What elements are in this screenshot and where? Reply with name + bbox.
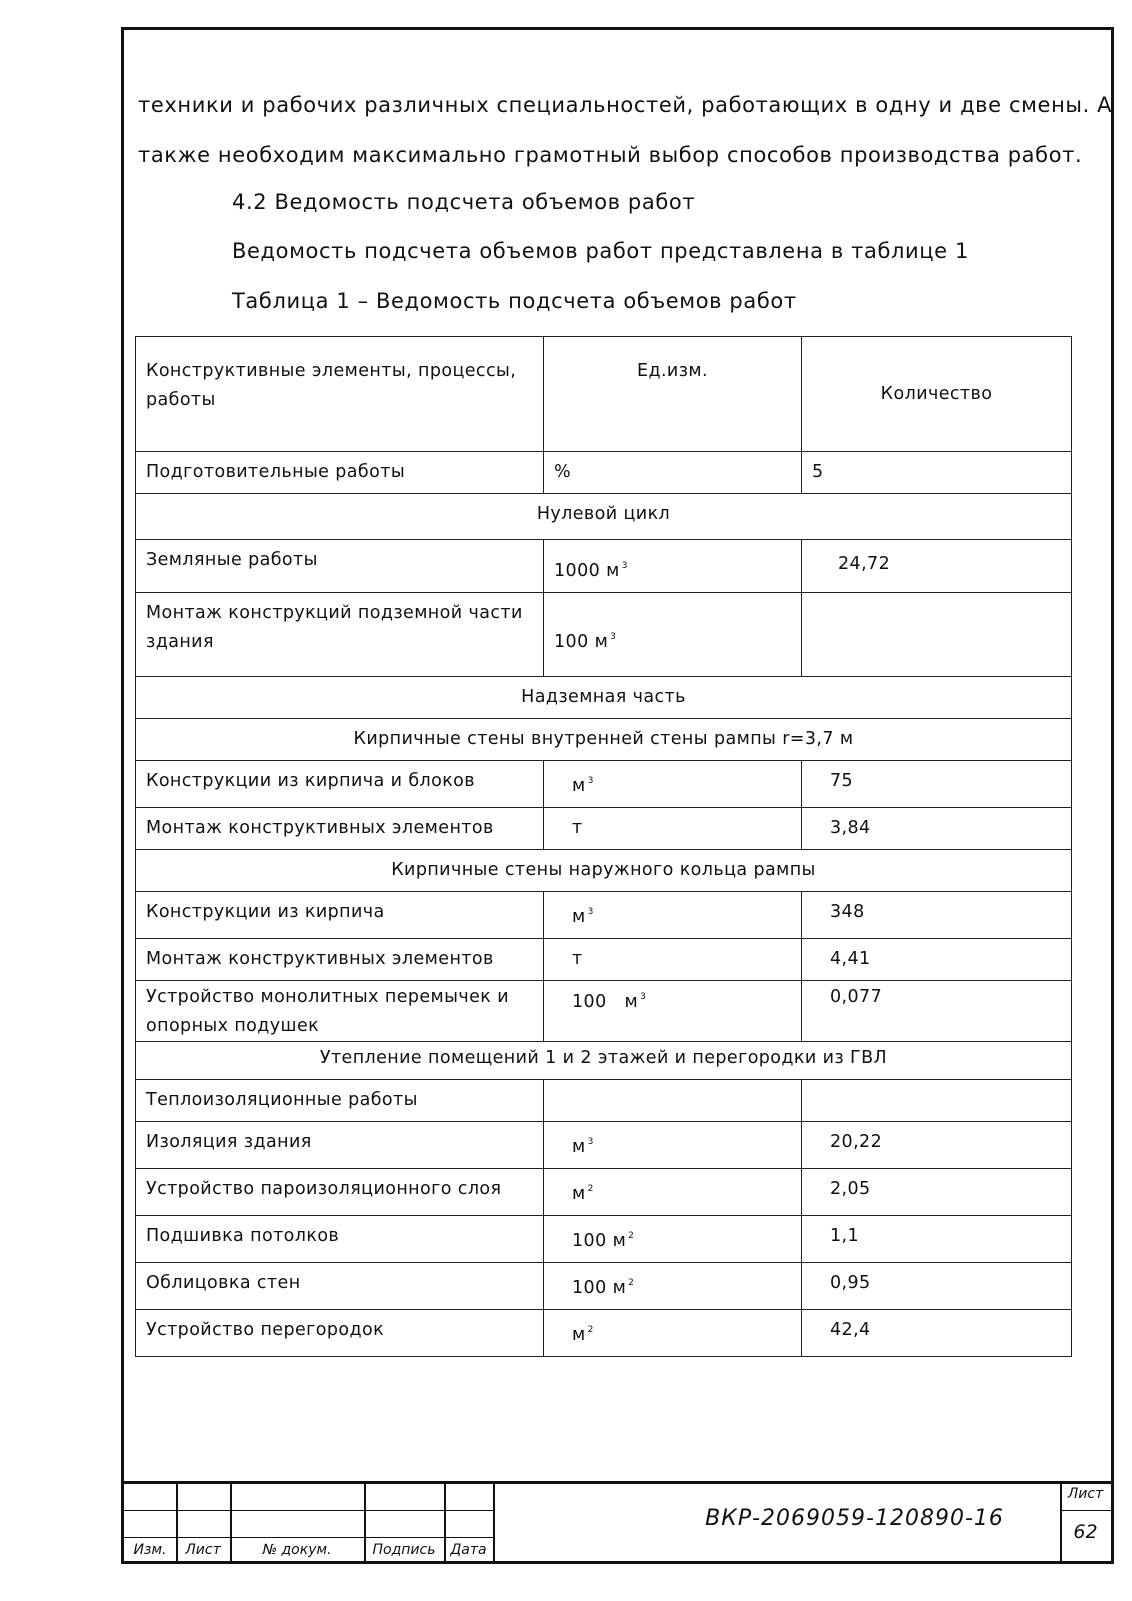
section-title: Кирпичные стены наружного кольца рампы (136, 850, 1072, 892)
section-title: Надземная часть (136, 677, 1072, 719)
cell-qty (802, 1080, 1072, 1122)
cell-unit: 100 м $^2$ (544, 1216, 802, 1263)
cell-unit: м $^3$ (544, 892, 802, 939)
table-row (136, 540, 1072, 593)
cell-name: Конструкции из кирпича (136, 892, 544, 939)
table-section-row (136, 719, 1072, 761)
stamp-row-line (1060, 1510, 1111, 1511)
cell-qty: 3,84 (802, 808, 1072, 850)
cell-name: Облицовка стен (136, 1263, 544, 1310)
table-row (136, 1122, 1072, 1169)
cell-unit: 100 м $^3$ (544, 593, 802, 677)
table-row (136, 892, 1072, 939)
cell-name: Подшивка потолков (136, 1216, 544, 1263)
table-section-row (136, 677, 1072, 719)
cell-unit: м $^3$ (544, 1122, 802, 1169)
cell-qty: 1,1 (802, 1216, 1072, 1263)
cell-name: Конструкции из кирпича и блоков (136, 761, 544, 808)
cell-name: Устройство перегородок (136, 1310, 544, 1357)
cell-name: Монтаж конструктивных элементов (136, 939, 544, 981)
sheet-number: 62 (1073, 1521, 1098, 1543)
cell-name: Устройство пароизоляционного слоя (136, 1169, 544, 1216)
table-section-row (136, 850, 1072, 892)
header-unit: Ед.изм. (544, 337, 802, 452)
cell-unit: м $^2$ (544, 1169, 802, 1216)
sheet-label: Лист (1067, 1486, 1104, 1502)
cell-unit: т (544, 808, 802, 850)
cell-name: Монтаж конструктивных элементов (136, 808, 544, 850)
cell-name: Изоляция здания (136, 1122, 544, 1169)
cell-qty: 20,22 (802, 1122, 1072, 1169)
works-volume-table (135, 336, 1072, 1357)
stamp-label-date: Дата (450, 1542, 487, 1558)
table-row (136, 1310, 1072, 1357)
cell-unit: 100 м $^2$ (544, 1263, 802, 1310)
table-row (136, 981, 1072, 1042)
cell-unit: 1000 м $^3$ (544, 540, 802, 593)
cell-unit (544, 1080, 802, 1122)
table-row (136, 1216, 1072, 1263)
body-text-line: также необходим максимально грамотный выбор способов производства работ. (138, 143, 1083, 167)
cell-name: Подготовительные работы (136, 452, 544, 494)
table-row (136, 1263, 1072, 1310)
cell-qty: 0,95 (802, 1263, 1072, 1310)
stamp-row-line (124, 1510, 493, 1511)
body-text-line: Ведомость подсчета объемов работ представлена в таблице 1 (232, 239, 969, 263)
table-row (136, 1169, 1072, 1216)
cell-qty: 4,41 (802, 939, 1072, 981)
stamp-label-doc: № докум. (262, 1542, 332, 1558)
cell-qty (802, 593, 1072, 677)
table-header-row (136, 337, 1072, 452)
cell-unit: 100 м $^3$ (544, 981, 802, 1042)
header-element: Конструктивные элементы, процессы, работы (136, 337, 544, 452)
document-code: ВКР-2069059-120890-16 (705, 1506, 1004, 1531)
cell-name: Монтаж конструкций подземной части здания (136, 593, 544, 677)
stamp-label-izm: Изм. (133, 1542, 167, 1558)
cell-unit: % (544, 452, 802, 494)
cell-name: Устройство монолитных перемычек и опорных подушек (136, 981, 544, 1042)
table-row (136, 452, 1072, 494)
cell-qty: 24,72 (802, 540, 1072, 593)
cell-qty: 348 (802, 892, 1072, 939)
stamp-divider (493, 1484, 495, 1561)
table-row (136, 939, 1072, 981)
table-row (136, 808, 1072, 850)
table-row (136, 761, 1072, 808)
stamp-label-list: Лист (185, 1542, 221, 1558)
table-row (136, 593, 1072, 677)
cell-name: Теплоизоляционные работы (136, 1080, 544, 1122)
header-qty: Количество (802, 337, 1072, 452)
cell-qty: 5 (802, 452, 1072, 494)
cell-qty: 2,05 (802, 1169, 1072, 1216)
cell-name: Земляные работы (136, 540, 544, 593)
section-title: Утепление помещений 1 и 2 этажей и перегородки из ГВЛ (136, 1042, 1072, 1080)
cell-unit: т (544, 939, 802, 981)
stamp-row-line (124, 1537, 493, 1538)
stamp-label-sign: Подпись (372, 1542, 436, 1558)
table-section-row (136, 1042, 1072, 1080)
table-section-row (136, 494, 1072, 540)
section-title: Нулевой цикл (136, 494, 1072, 540)
cell-qty: 42,4 (802, 1310, 1072, 1357)
table-row (136, 1080, 1072, 1122)
cell-qty: 75 (802, 761, 1072, 808)
section-heading: 4.2 Ведомость подсчета объемов работ (232, 190, 696, 214)
table-caption: Таблица 1 – Ведомость подсчета объемов работ (232, 289, 797, 313)
body-text-line: техники и рабочих различных специальностей, работающих в одну и две смены. А (138, 93, 1113, 117)
cell-qty: 0,077 (802, 981, 1072, 1042)
section-title: Кирпичные стены внутренней стены рампы r=3,7 м (136, 719, 1072, 761)
title-block (124, 1481, 1111, 1561)
cell-unit: м $^2$ (544, 1310, 802, 1357)
cell-unit: м $^3$ (544, 761, 802, 808)
